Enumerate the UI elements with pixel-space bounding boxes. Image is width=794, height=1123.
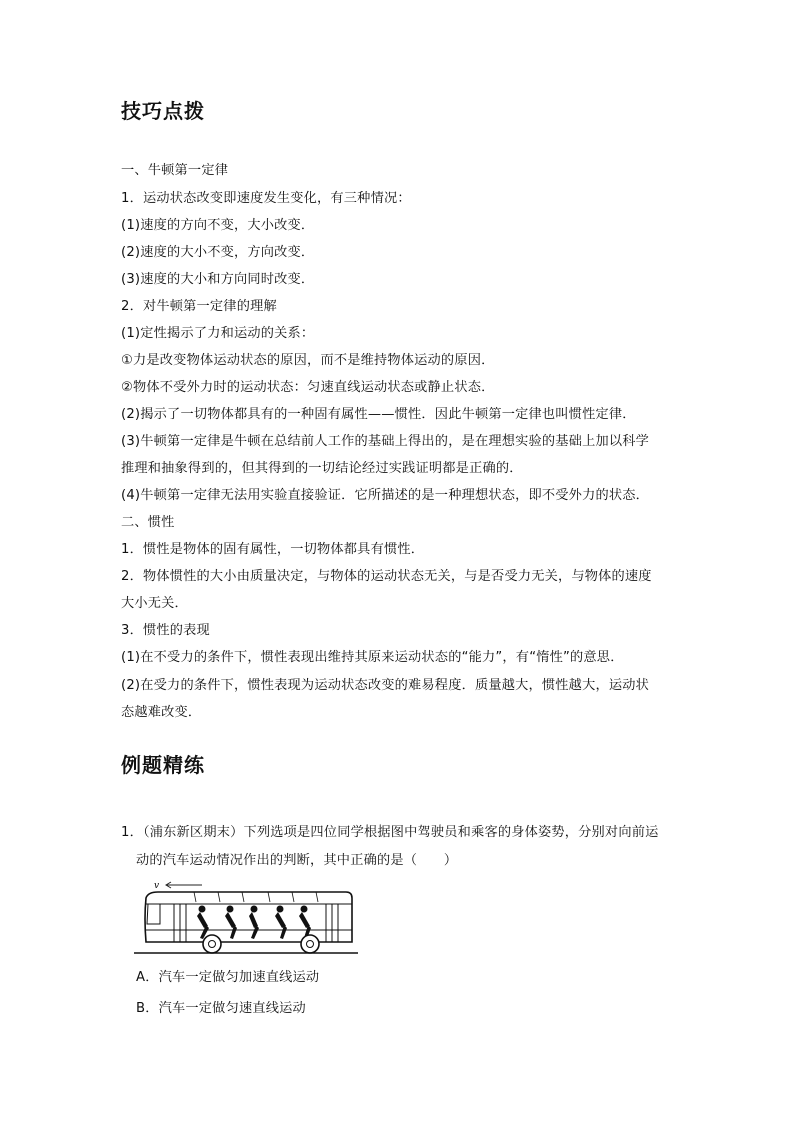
text-line: ①力是改变物体运动状态的原因，而不是维持物体运动的原因． [121, 353, 495, 368]
text-line: ②物体不受外力时的运动状态：匀速直线运动状态或静止状态． [121, 380, 495, 395]
question-text: 1．（浦东新区期末）下列选项是四位同学根据图中驾驶员和乘客的身体姿势，分别对向前运 [121, 825, 659, 840]
text-line: 1．运动状态改变即速度发生变化，有三种情况： [121, 191, 411, 206]
text-line: (3)速度的大小和方向同时改变． [121, 272, 315, 287]
text-line: (4)牛顿第一定律无法用实验直接验证．它所描述的是一种理想状态，即不受外力的状态． [121, 488, 650, 503]
text-line: (2)揭示了一切物体都具有的一种固有属性——惯性．因此牛顿第一定律也叫惯性定律． [121, 407, 636, 422]
rear-wheel [301, 935, 319, 953]
text-line: 2．物体惯性的大小由质量决定，与物体的运动状态无关，与是否受力无关，与物体的速度 [121, 569, 652, 584]
text-line: 1．惯性是物体的固有属性，一切物体都具有惯性． [121, 542, 425, 557]
text-line: (1)定性揭示了力和运动的关系： [121, 326, 315, 341]
text-line: 态越难改变． [121, 705, 202, 720]
text-line: 二、惯性 [121, 515, 175, 530]
text-line: 推理和抽象得到的，但其得到的一切结论经过实践证明都是正确的． [121, 461, 523, 476]
option-b: B．汽车一定做匀速直线运动 [136, 1001, 306, 1016]
text-line: 2．对牛顿第一定律的理解 [121, 299, 277, 314]
bus-illustration [130, 878, 360, 958]
velocity-label: v [154, 881, 160, 891]
text-line: 大小无关． [121, 596, 188, 611]
text-line: (1)在不受力的条件下，惯性表现出维持其原来运动状态的“能力”，有“惰性”的意思． [121, 650, 624, 665]
text-line: (2)速度的大小不变，方向改变． [121, 245, 315, 260]
section-heading-examples: 例题精练 [121, 753, 205, 777]
text-line: (1)速度的方向不变，大小改变． [121, 218, 315, 233]
front-wheel [203, 935, 221, 953]
section-heading-tips: 技巧点拨 [121, 99, 205, 123]
text-line: 一、牛顿第一定律 [121, 163, 229, 178]
text-line: (3)牛顿第一定律是牛顿在总结前人工作的基础上得出的，是在理想实验的基础上加以科学 [121, 434, 650, 449]
text-line: (2)在受力的条件下，惯性表现为运动状态改变的难易程度．质量越大，惯性越大，运动状 [121, 678, 650, 693]
question-text-continued: 动的汽车运动情况作出的判断，其中正确的是（ ） [136, 853, 458, 868]
option-a: A．汽车一定做匀加速直线运动 [136, 970, 320, 985]
bus-body [145, 892, 352, 942]
text-line: 3．惯性的表现 [121, 623, 210, 638]
